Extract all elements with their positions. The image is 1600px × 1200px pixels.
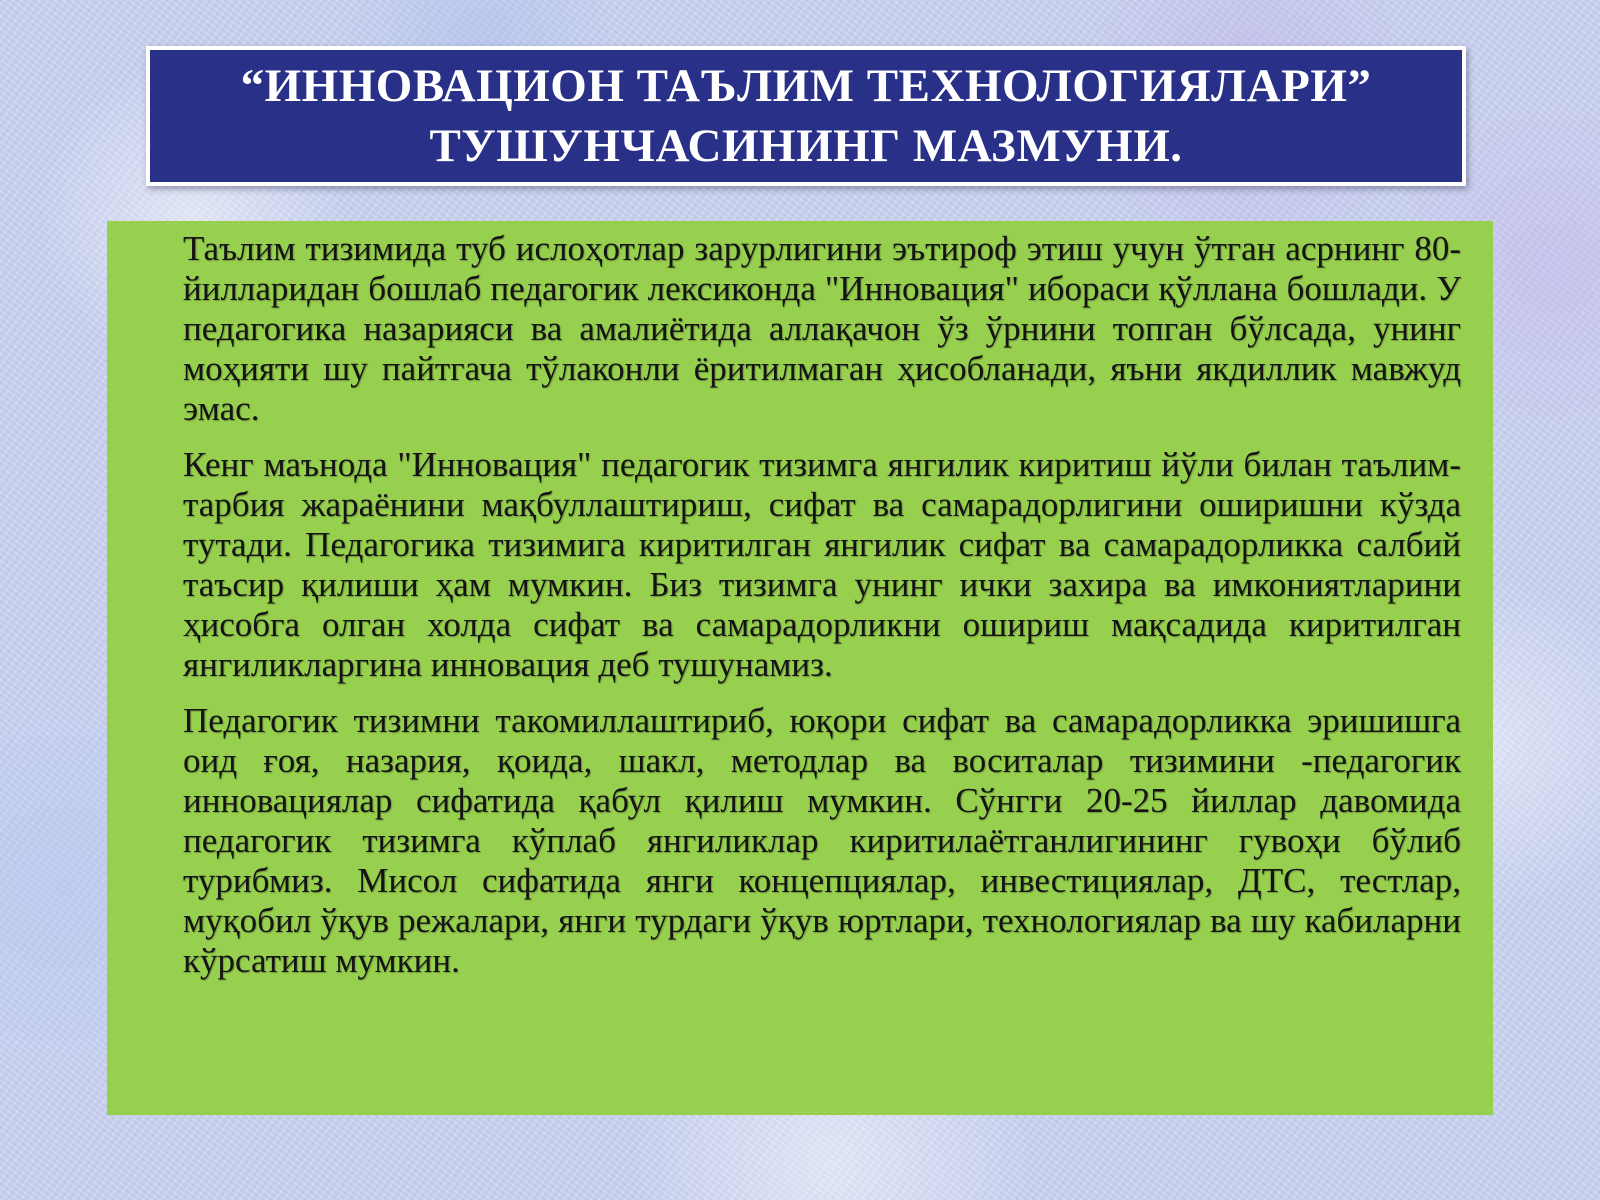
paragraph-1: Таълим тизимида туб ислоҳотлар зарурлигини эътироф этиш учун ўтган асрнинг 80-йилларидан бошлаб педагогик лексиконда "Инновация" ибораси қўллана бошлади. У педагогика назарияси ва амалиётида аллақачон ўз ўрнини топган бўлсада, унинг моҳияти шу пайтгача тўлаконли ёритилмаган ҳисобланади, яъни якдиллик мавжуд эмас. [183, 229, 1461, 428]
slide-title-line-2: ТУШУНЧАСИНИНГ МАЗМУНИ. [429, 120, 1183, 172]
content-panel [107, 221, 1493, 1115]
slide-title-box [146, 46, 1466, 186]
paragraph-3: Педагогик тизимни такомиллаштириб, юқори сифат ва самарадорликка эришишга оид ғоя, назария, қоида, шакл, методлар ва воситалар тизимини -педагогик инновациялар сифатида қабул қилиш мумкин. Сўнгги 20-25 йиллар давомида педагогик тизимга кўплаб янгиликлар киритилаётганлигининг гувоҳи бўлиб турибмиз. Мисол сифатида янги концепциялар, инвестициялар, ДТС, тестлар, муқобил ўқув режалари, янги турдаги ўқув юртлари, технологиялар ва шу кабиларни кўрсатиш мумкин. [183, 701, 1461, 980]
slide-title-line-1: “ИННОВАЦИОН ТАЪЛИМ ТЕХНОЛОГИЯЛАРИ” [240, 60, 1372, 112]
paragraph-2: Кенг маънода "Инновация" педагогик тизимга янгилик киритиш йўли билан таълим-тарбия жараёнини мақбуллаштириш, сифат ва самарадорлигини оширишни кўзда тутади. Педагогика тизимига киритилган янгилик сифат ва самарадорликка салбий таъсир қилиши ҳам мумкин. Биз тизимга унинг ички захира ва имкониятларини ҳисобга олган холда сифат ва самарадорликни ошириш мақсадида киритилган янгиликларгина инновация деб тушунамиз. [183, 445, 1461, 684]
